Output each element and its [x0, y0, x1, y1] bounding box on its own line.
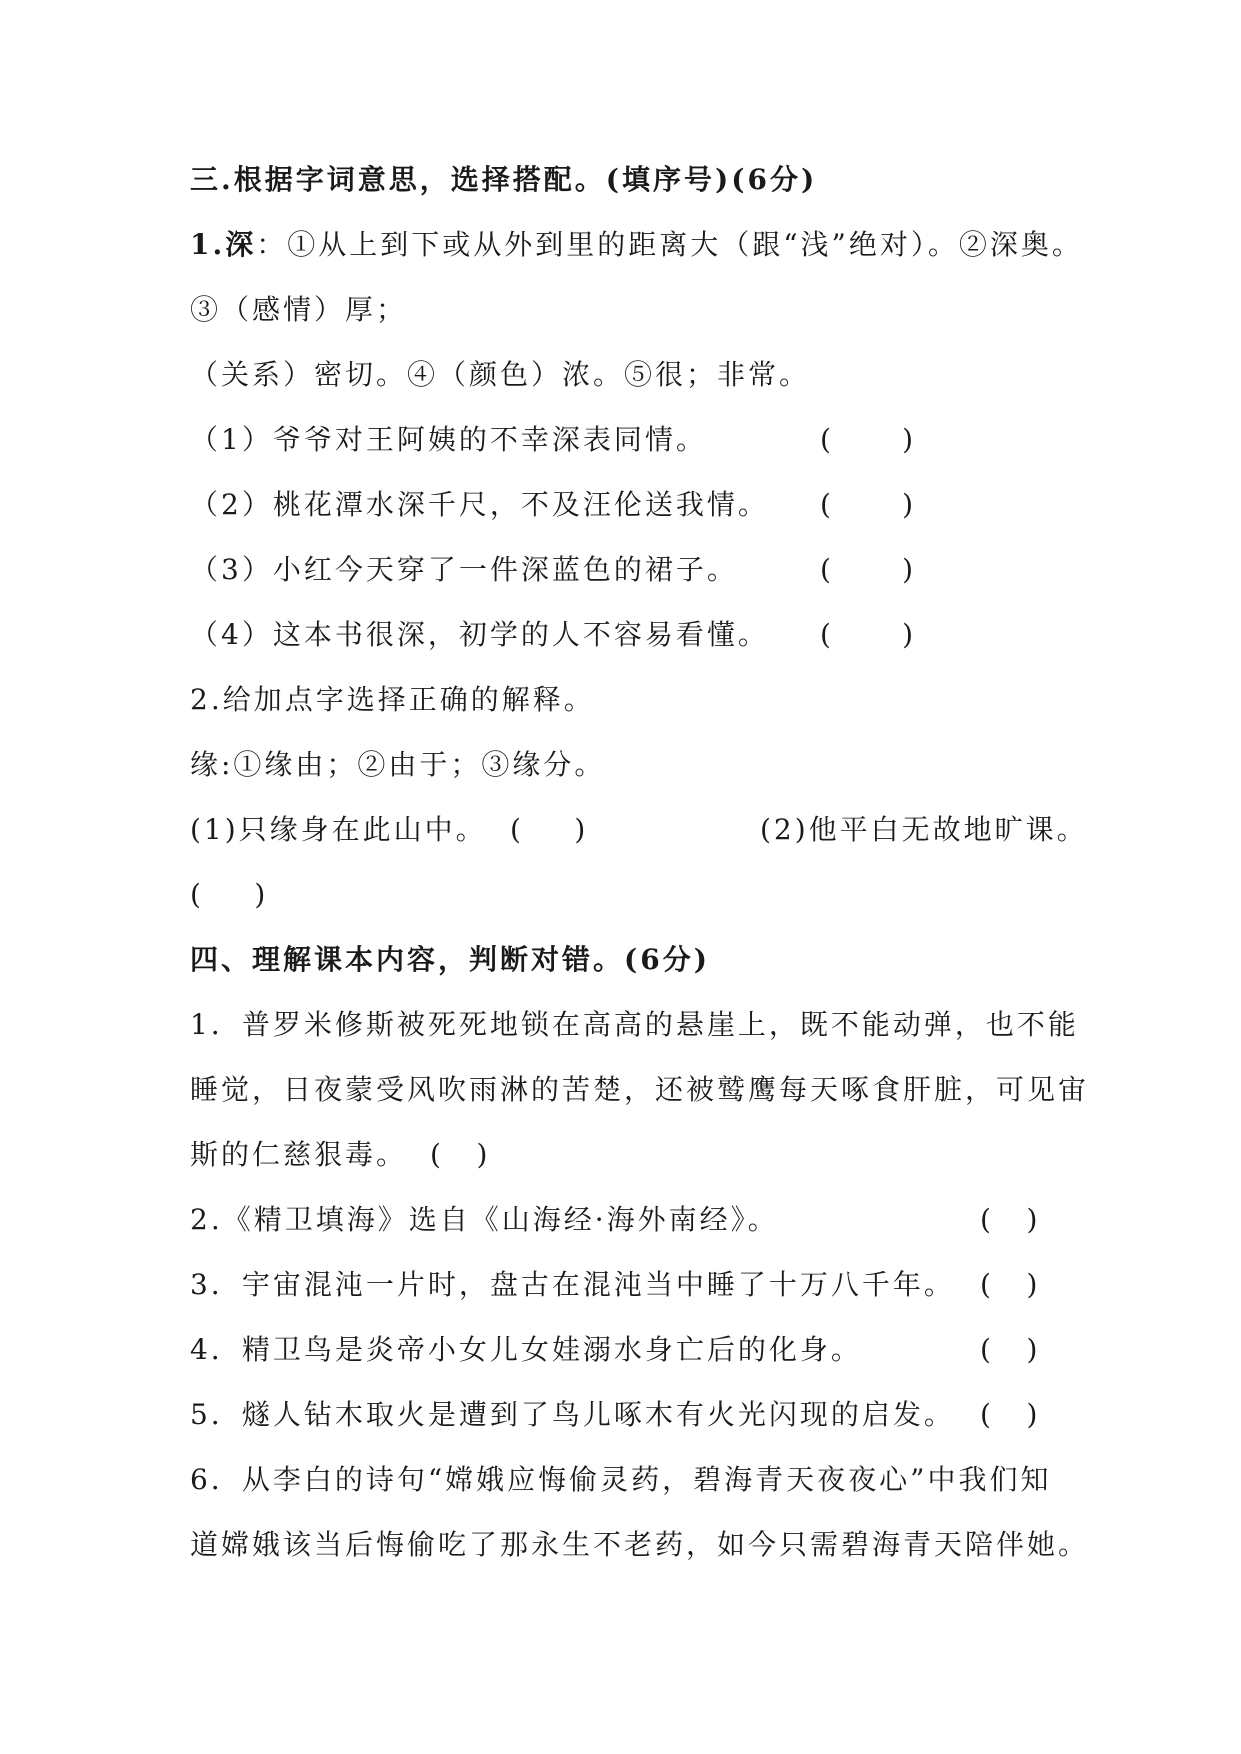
q1-definition-text: ：①从上到下或从外到里的距离大（跟“浅”绝对）。②深奥。 — [256, 228, 1083, 261]
q2-item-2: (2)他平白无故地旷课。 — [760, 813, 1088, 846]
q2-item-2-blank[interactable]: ( ) — [190, 878, 266, 911]
q1-item-2-blank[interactable]: ( ) — [820, 488, 914, 521]
q1-item-3: （3）小红今天穿了一件深蓝色的裙子。 — [190, 553, 738, 586]
q1-definition-line2: ③（感情）厚； — [190, 293, 408, 326]
s4-item-4-blank[interactable]: ( ) — [980, 1333, 1038, 1366]
q1-label: 1.深 — [190, 228, 257, 261]
s4-item-5-blank[interactable]: ( ) — [980, 1398, 1038, 1431]
s4-item-2: 2.《精卫填海》选自《山海经·海外南经》。 — [190, 1203, 779, 1236]
s4-q1-line1: 1．普罗米修斯被死死地锁在高高的悬崖上，既不能动弹，也不能 — [190, 1008, 1079, 1041]
q1-item-1-blank[interactable]: ( ) — [820, 423, 914, 456]
q1-definition-line1 — [190, 225, 1083, 265]
q1-item-4-blank[interactable]: ( ) — [820, 618, 914, 651]
s4-q1-line2: 睡觉，日夜蒙受风吹雨淋的苦楚，还被鹫鹰每天啄食肝脏，可见宙 — [190, 1073, 1090, 1106]
s4-item-4: 4．精卫鸟是炎帝小女儿女娃溺水身亡后的化身。 — [190, 1333, 862, 1366]
s4-item-3-blank[interactable]: ( ) — [980, 1268, 1038, 1301]
q2-item-1-blank[interactable]: ( ) — [510, 813, 586, 846]
q2-definitions: 缘:①缘由；②由于；③缘分。 — [190, 748, 606, 781]
s4-q1-blank[interactable]: ( ) — [430, 1138, 488, 1171]
s4-item-5: 5．燧人钻木取火是遭到了鸟儿啄木有火光闪现的启发。 — [190, 1398, 955, 1431]
q1-item-2: （2）桃花潭水深千尺，不及汪伦送我情。 — [190, 488, 769, 521]
s4-item-2-blank[interactable]: ( ) — [980, 1203, 1038, 1236]
q1-item-4: （4）这本书很深，初学的人不容易看懂。 — [190, 618, 769, 651]
q1-item-3-blank[interactable]: ( ) — [820, 553, 914, 586]
q2-prompt: 2.给加点字选择正确的解释。 — [190, 683, 595, 716]
section3-title: 三.根据字词意思，选择搭配。(填序号)(6分) — [190, 163, 818, 196]
s4-q6-line1: 6．从李白的诗句“嫦娥应悔偷灵药，碧海青天夜夜心”中我们知 — [190, 1463, 1052, 1496]
q1-definition-line3: （关系）密切。④（颜色）浓。⑤很；非常。 — [190, 358, 811, 391]
q1-item-1: （1）爷爷对王阿姨的不幸深表同情。 — [190, 423, 707, 456]
s4-q6-line2: 道嫦娥该当后悔偷吃了那永生不老药，如今只需碧海青天陪伴她。 — [190, 1528, 1090, 1561]
s4-q1-line3: 斯的仁慈狠毒。 — [190, 1138, 408, 1171]
q2-item-1: (1)只缘身在此山中。 — [190, 813, 487, 846]
s4-item-3: 3．宇宙混沌一片时，盘古在混沌当中睡了十万八千年。 — [190, 1268, 955, 1301]
section4-title: 四、理解课本内容，判断对错。(6分) — [190, 943, 710, 976]
